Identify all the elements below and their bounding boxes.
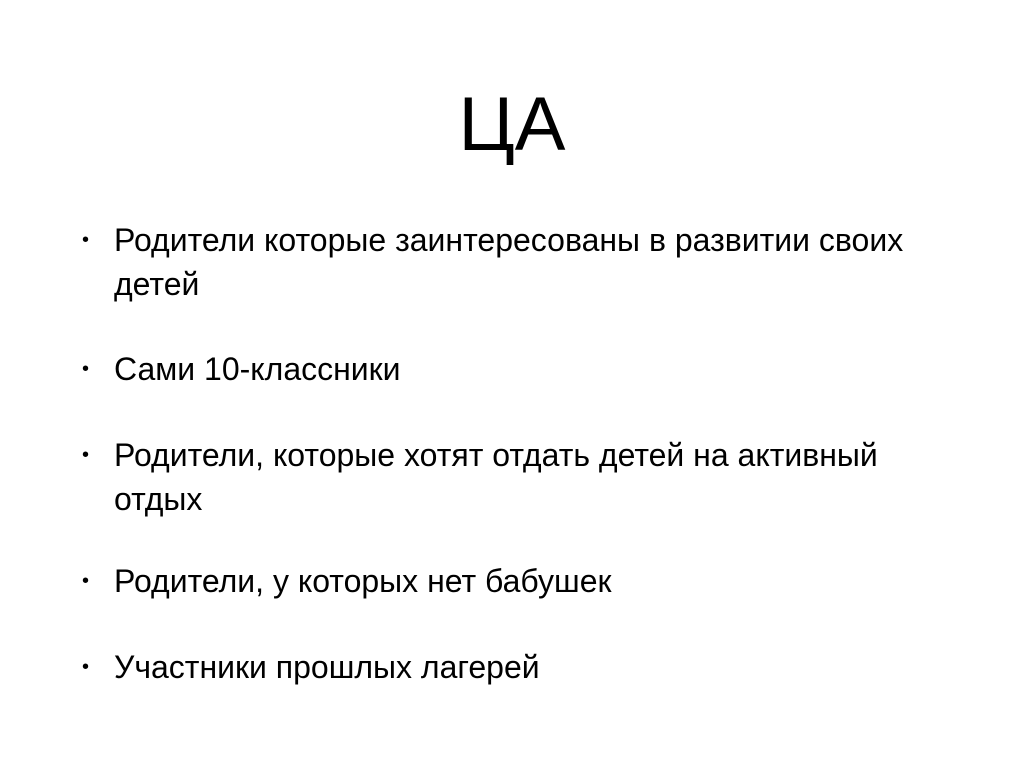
bullet-text: Родители, у которых нет бабушек <box>114 563 612 599</box>
bullet-icon: • <box>82 570 90 592</box>
slide-title-text: ЦА <box>458 82 566 167</box>
bullet-text: Сами 10-классники <box>114 351 401 387</box>
bullet-text: Родители которые заинтересованы в развитии своих детей <box>114 222 904 302</box>
slide-title <box>0 80 1024 170</box>
bullet-text: Участники прошлых лагерей <box>114 649 540 685</box>
bullet-item <box>78 433 958 521</box>
bullet-item <box>78 645 958 689</box>
bullet-item <box>78 347 958 391</box>
bullet-item <box>78 559 958 603</box>
bullet-text: Родители, которые хотят отдать детей на активный отдых <box>114 437 878 517</box>
bullet-item <box>78 218 958 306</box>
bullet-icon: • <box>82 358 90 380</box>
bullet-icon: • <box>82 656 90 678</box>
bullet-icon: • <box>82 444 90 466</box>
bullet-icon: • <box>82 229 90 251</box>
